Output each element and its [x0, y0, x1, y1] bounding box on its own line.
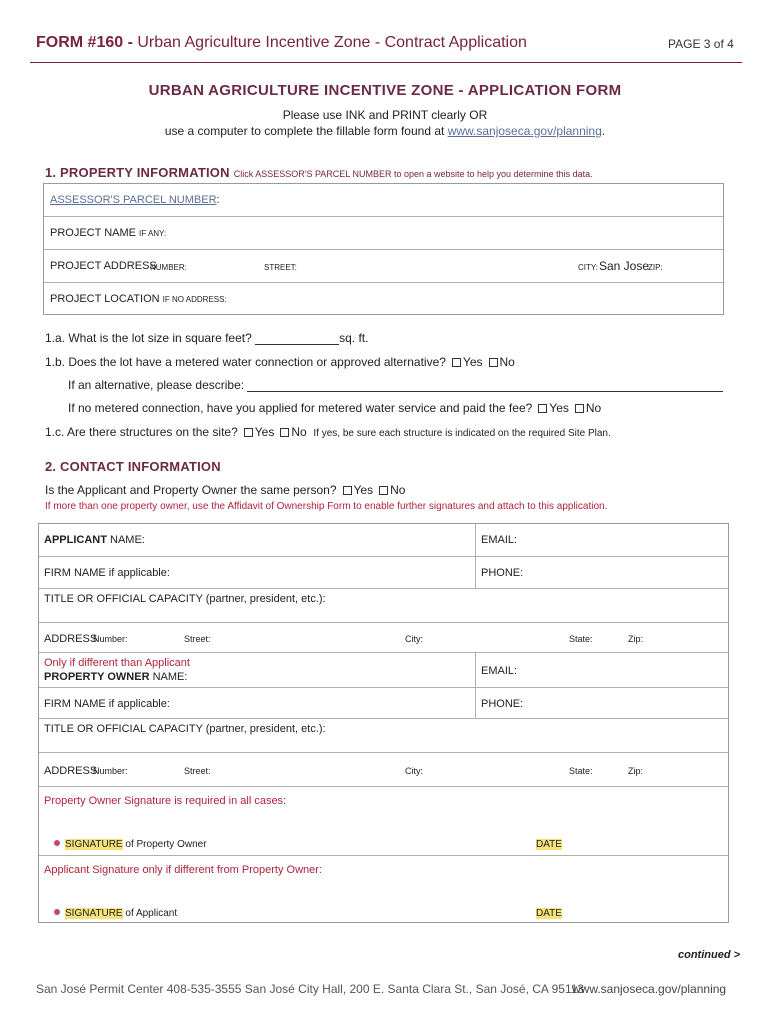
column-divider: [475, 524, 476, 556]
meter-question: [68, 401, 601, 415]
question-1a: [45, 331, 368, 345]
applicant-name-suffix: NAME:: [106, 534, 145, 546]
project-location-sub: IF NO ADDRESS:: [162, 295, 227, 304]
project-zip-label: ZIP:: [648, 263, 663, 272]
owner-address-row[interactable]: [39, 753, 728, 787]
affidavit-note: If more than one property owner, use the Affidavit of Ownership Form to enable further signatures and attach to this application.: [45, 501, 608, 512]
property-info-table: [43, 183, 724, 315]
form-number: FORM #160 -: [36, 34, 133, 51]
bullet-icon: [54, 840, 60, 846]
applicant-signature-row[interactable]: [39, 856, 728, 924]
owner-city-label: City:: [405, 766, 423, 776]
footer-url[interactable]: www.sanjoseca.gov/planning: [572, 982, 727, 996]
applicant-firm-label: FIRM NAME if applicable:: [44, 567, 170, 579]
owner-name-suffix: NAME:: [149, 671, 188, 683]
owner-street-label: Street:: [184, 766, 211, 776]
applicant-state-label: State:: [569, 634, 593, 644]
q1b-no-label: No: [499, 355, 515, 369]
applicant-title-row[interactable]: [39, 589, 728, 623]
owner-firm-row[interactable]: [39, 688, 728, 719]
column-divider: [475, 688, 476, 718]
project-location-label: PROJECT LOCATION: [50, 293, 160, 305]
owner-email-label[interactable]: EMAIL:: [481, 665, 518, 677]
applicant-address-label: ADDRESS: [44, 633, 98, 645]
same-person-no-checkbox[interactable]: [379, 486, 388, 495]
owner-phone-label[interactable]: PHONE:: [481, 698, 524, 710]
applicant-number-label: Number:: [93, 634, 128, 644]
question-1a-text: 1.a. What is the lot size in square feet?: [45, 331, 256, 345]
apn-row[interactable]: [44, 184, 723, 217]
project-name-label: PROJECT NAME: [50, 227, 136, 239]
apn-colon: :: [216, 194, 220, 206]
project-number-label: NUMBER:: [150, 263, 187, 272]
applicant-firm-row[interactable]: [39, 557, 728, 589]
owner-state-label: State:: [569, 766, 593, 776]
applicant-title-label: TITLE OR OFFICIAL CAPACITY (partner, president, etc.):: [44, 593, 326, 605]
meter-no-label: No: [585, 401, 602, 415]
page-title: URBAN AGRICULTURE INCENTIVE ZONE - APPLICATION FORM: [148, 82, 622, 99]
owner-number-label: Number:: [93, 766, 128, 776]
page-indicator: PAGE 3 of 4: [668, 37, 734, 51]
instructions-line-2: [0, 124, 770, 138]
meter-no-checkbox[interactable]: [575, 404, 584, 413]
section-1-note: Click ASSESSOR'S PARCEL NUMBER to open a website to help you determine this data.: [233, 169, 593, 179]
meter-yes-label: Yes: [549, 401, 569, 415]
owner-address-label: ADDRESS: [44, 765, 98, 777]
project-location-label-wrap: [50, 293, 227, 305]
owner-title-label: TITLE OR OFFICIAL CAPACITY (partner, president, etc.):: [44, 723, 326, 735]
project-location-row[interactable]: [44, 283, 723, 316]
q1c-yes-checkbox[interactable]: [244, 428, 253, 437]
section-1-title: 1. PROPERTY INFORMATION: [45, 165, 230, 180]
project-address-row[interactable]: [44, 250, 723, 283]
project-name-sub: IF ANY:: [139, 229, 167, 238]
owner-signature-label: [54, 839, 207, 850]
applicant-date-label: DATE: [536, 908, 562, 919]
contact-info-table: [38, 523, 729, 923]
q1c-yes-label: Yes: [254, 425, 275, 439]
question-1b-text: 1.b. Does the lot have a metered water connection or approved alternative?: [45, 355, 446, 369]
owner-name-label: [44, 671, 187, 683]
continued-indicator: continued >: [678, 949, 741, 961]
applicant-street-label: Street:: [184, 634, 211, 644]
applicant-city-label: City:: [405, 634, 423, 644]
section-2-heading: 2. CONTACT INFORMATION: [45, 459, 221, 474]
question-1c: [45, 425, 611, 439]
applicant-signature-note: Applicant Signature only if different from Property Owner:: [44, 864, 322, 876]
apn-link[interactable]: ASSESSOR'S PARCEL NUMBER: [50, 194, 217, 206]
form-header-title: [36, 34, 527, 52]
instructions-suffix: .: [601, 124, 606, 138]
meter-question-text: If no metered connection, have you applied for metered water service and paid the fee?: [68, 401, 533, 415]
q1b-yes-label: Yes: [462, 355, 483, 369]
same-person-no-label: No: [390, 483, 406, 497]
instructions-prefix: use a computer to complete the fillable form found at: [164, 124, 448, 138]
applicant-zip-label: Zip:: [628, 634, 644, 644]
column-divider: [475, 653, 476, 687]
question-1c-text: 1.c. Are there structures on the site?: [45, 425, 238, 439]
owner-signature-word: SIGNATURE: [65, 839, 123, 850]
same-person-question: [45, 483, 405, 497]
alternative-describe-input[interactable]: [247, 381, 723, 392]
applicant-signature-word: SIGNATURE: [65, 908, 123, 919]
project-city-label: CITY:: [578, 263, 599, 272]
project-city-value[interactable]: San Jose: [599, 259, 650, 273]
q1c-no-checkbox[interactable]: [280, 428, 289, 437]
owner-signature-row[interactable]: [39, 787, 728, 856]
same-person-yes-checkbox[interactable]: [343, 486, 352, 495]
owner-bold: PROPERTY OWNER: [44, 671, 150, 683]
lot-size-input[interactable]: [255, 334, 339, 345]
same-person-yes-label: Yes: [353, 483, 374, 497]
planning-link[interactable]: www.sanjoseca.gov/planning: [447, 124, 602, 138]
applicant-phone-label[interactable]: PHONE:: [481, 567, 524, 579]
owner-title-row[interactable]: [39, 719, 728, 753]
same-person-text: Is the Applicant and Property Owner the same person?: [45, 483, 337, 497]
bullet-icon: [54, 909, 60, 915]
q1b-no-checkbox[interactable]: [489, 358, 498, 367]
applicant-name-label: [44, 534, 145, 546]
owner-date-label: DATE: [536, 839, 562, 850]
applicant-bold: APPLICANT: [44, 534, 107, 546]
footer-contact: San José Permit Center 408-535-3555 San José City Hall, 200 E. Santa Clara St., San José, CA 95113: [36, 982, 585, 996]
alternative-describe-text: If an alternative, please describe:: [68, 378, 248, 392]
header-divider: [30, 62, 742, 63]
applicant-address-row[interactable]: [39, 623, 728, 653]
project-name-label-wrap: [50, 227, 166, 239]
project-name-row[interactable]: [44, 217, 723, 250]
applicant-signature-label: [54, 908, 177, 919]
question-1c-note: If yes, be sure each structure is indicated on the required Site Plan.: [313, 428, 611, 439]
project-address-label: PROJECT ADDRESS: [50, 260, 157, 272]
q1c-no-label: No: [291, 425, 307, 439]
owner-signature-required-note: Property Owner Signature is required in all cases:: [44, 795, 287, 807]
column-divider: [475, 557, 476, 588]
only-if-different-note: Only if different than Applicant: [44, 657, 190, 669]
project-street-label: STREET:: [264, 263, 297, 272]
owner-firm-label: FIRM NAME if applicable:: [44, 698, 170, 710]
applicant-name-row[interactable]: [39, 524, 728, 557]
q1b-yes-checkbox[interactable]: [452, 358, 461, 367]
question-1a-unit: sq. ft.: [339, 331, 369, 345]
section-1-heading: [45, 165, 593, 180]
applicant-signature-suffix: of Applicant: [122, 908, 178, 919]
owner-name-row[interactable]: [39, 653, 728, 688]
question-1b: [45, 355, 515, 369]
meter-yes-checkbox[interactable]: [538, 404, 547, 413]
owner-signature-suffix: of Property Owner: [122, 839, 207, 850]
form-title: Urban Agriculture Incentive Zone - Contract Application: [132, 34, 527, 51]
instructions-line-1: Please use INK and PRINT clearly OR: [282, 108, 488, 122]
owner-zip-label: Zip:: [628, 766, 644, 776]
applicant-email-label[interactable]: EMAIL:: [481, 534, 518, 546]
apn-label-wrap: [50, 194, 220, 206]
alternative-describe: [68, 378, 723, 392]
